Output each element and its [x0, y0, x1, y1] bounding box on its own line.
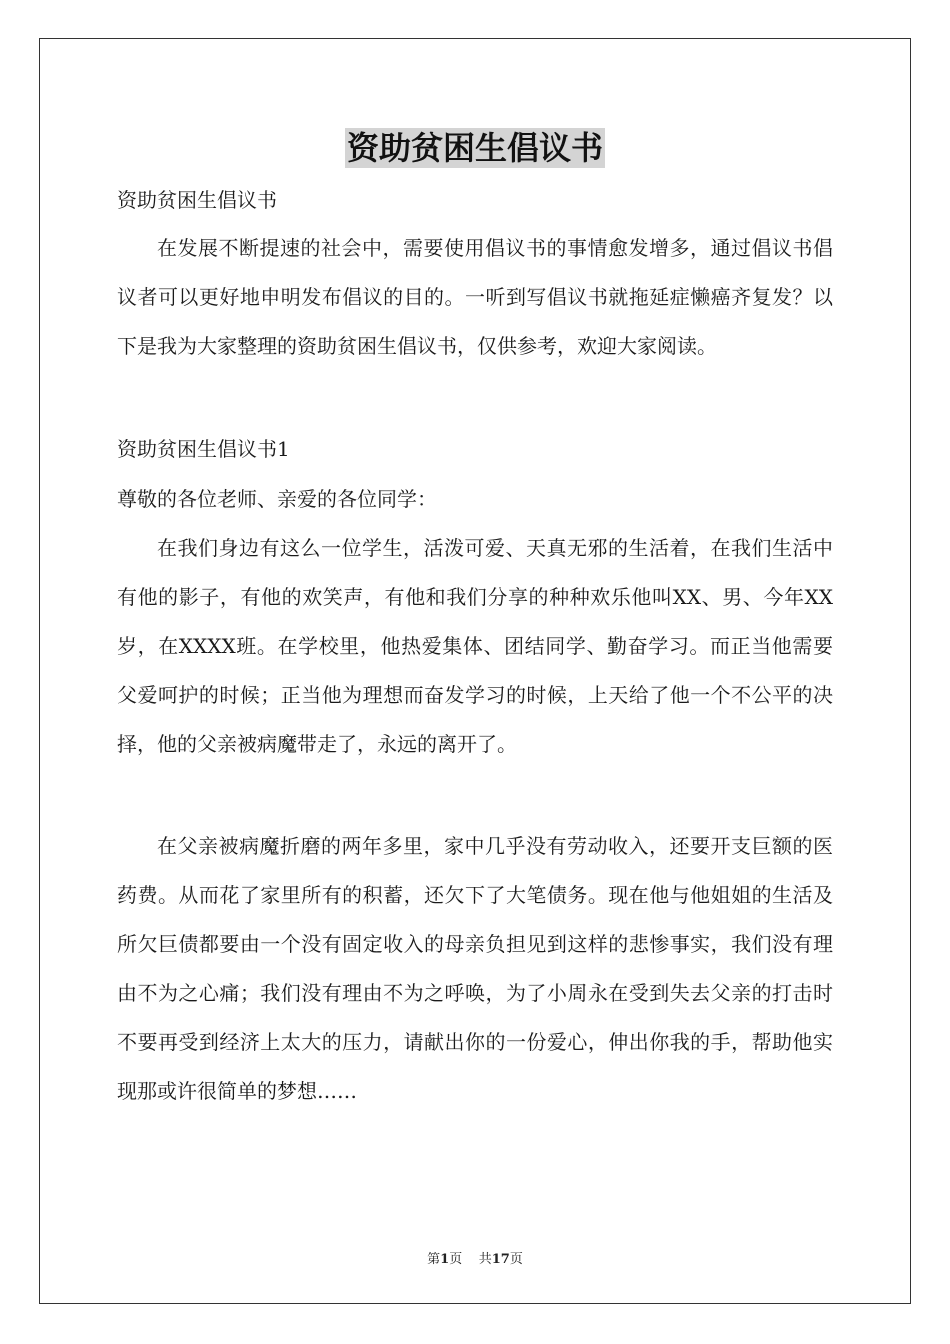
body-paragraph-2: 在父亲被病魔折磨的两年多里，家中几乎没有劳动收入，还要开支巨额的医药费。从而花了家里所有的积蓄，还欠下了大笔债务。现在他与他姐姐的生活及所欠巨债都要由一个没有固定收入的母亲负担见到这样的悲惨事实，我们没有理由不为之心痛；我们没有理由不为之呼唤，为了小周永在受到失去父亲的打击时不要再受到经济上太大的压力，请献出你的一份爱心，伸出你我的手，帮助他实现那或许很简单的梦想……	[117, 834, 833, 1103]
title-container	[117, 128, 833, 168]
total-suffix: 页	[509, 1252, 523, 1267]
page-number: 1	[440, 1252, 450, 1267]
document-subtitle: 资助贫困生倡议书	[117, 188, 277, 212]
page-prefix: 第	[427, 1252, 441, 1267]
document-title: 资助贫困生倡议书	[346, 129, 603, 167]
salutation: 尊敬的各位老师、亲爱的各位同学：	[117, 487, 437, 511]
page-suffix: 页	[449, 1252, 463, 1267]
page-footer	[0, 1248, 950, 1267]
total-pages: 17	[491, 1252, 510, 1267]
body-paragraph-1: 在我们身边有这么一位学生，活泼可爱、天真无邪的生活着，在我们生活中有他的影子，有他的欢笑声，有他和我们分享的种种欢乐他叫XX、男、今年XX岁，在XXXX班。在学校里，他热爱集体、团结同学、勤奋学习。而正当他需要父爱呵护的时候；正当他为理想而奋发学习的时候，上天给了他一个不公平的决择，他的父亲被病魔带走了，永远的离开了。	[117, 536, 833, 756]
intro-paragraph: 在发展不断提速的社会中，需要使用倡议书的事情愈发增多，通过倡议书倡议者可以更好地申明发布倡议的目的。一听到写倡议书就拖延症懒癌齐复发？以下是我为大家整理的资助贫困生倡议书，仅供参考，欢迎大家阅读。	[117, 236, 833, 358]
total-prefix: 共	[478, 1252, 492, 1267]
section-heading: 资助贫困生倡议书1	[117, 437, 290, 461]
